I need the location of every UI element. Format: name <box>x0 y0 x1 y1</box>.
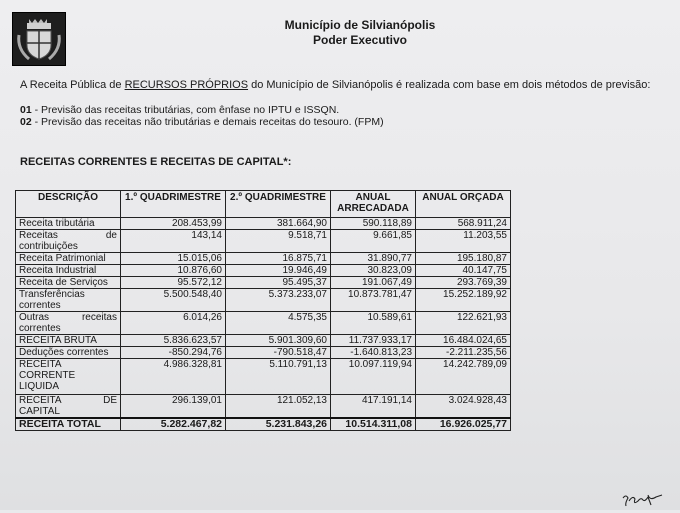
row-orcada: 293.769,39 <box>416 277 511 289</box>
row-orcada: 15.252.189,92 <box>416 289 511 312</box>
row-arrecadada: 10.873.781,47 <box>331 289 416 312</box>
row-q2: -790.518,47 <box>226 347 331 359</box>
row-q1: -850.294,76 <box>121 347 226 359</box>
row-orcada: 568.911,24 <box>416 218 511 230</box>
header-anual-arrecadada: ANUAL ARRECADADA <box>331 191 416 218</box>
total-orcada: 16.926.025,77 <box>416 418 511 431</box>
intro-before: A Receita Pública de <box>20 79 125 91</box>
table-row <box>16 312 511 335</box>
intro-after: do Município de Silvianópolis é realizada com base em dois métodos de previsão: <box>248 79 651 91</box>
row-q2: 9.518,71 <box>226 230 331 253</box>
row-q1: 296.139,01 <box>121 395 226 419</box>
document-header <box>260 18 460 48</box>
row-desc: RECEITA BRUTA <box>16 335 121 347</box>
row-orcada: 40.147,75 <box>416 265 511 277</box>
row-arrecadada: 590.118,89 <box>331 218 416 230</box>
header-q1: 1.º QUADRIMESTRE <box>121 191 226 218</box>
row-q1: 15.015,06 <box>121 253 226 265</box>
table-header-row <box>16 191 511 218</box>
row-q1: 143,14 <box>121 230 226 253</box>
row-arrecadada: 9.661,85 <box>331 230 416 253</box>
row-arrecadada: 10.589,61 <box>331 312 416 335</box>
header-descricao: DESCRIÇÃO <box>16 191 121 218</box>
row-q1: 4.986.328,81 <box>121 359 226 395</box>
table-row <box>16 230 511 253</box>
revenue-table <box>15 190 511 431</box>
row-desc: Receita Industrial <box>16 265 121 277</box>
method-item <box>20 104 384 116</box>
table-row <box>16 253 511 265</box>
row-q1: 208.453,99 <box>121 218 226 230</box>
row-arrecadada: 11.737.933,17 <box>331 335 416 347</box>
row-orcada: 16.484.024,65 <box>416 335 511 347</box>
header-q2: 2.º QUADRIMESTRE <box>226 191 331 218</box>
table-row <box>16 265 511 277</box>
executive-branch: Poder Executivo <box>312 33 408 47</box>
total-q2: 5.231.843,26 <box>226 418 331 431</box>
row-orcada: 3.024.928,43 <box>416 395 511 419</box>
row-q2: 19.946,49 <box>226 265 331 277</box>
method-number: 01 <box>20 104 32 116</box>
row-q1: 10.876,60 <box>121 265 226 277</box>
row-arrecadada: 417.191,14 <box>331 395 416 419</box>
method-text: - Previsão das receitas não tributárias e demais receitas do tesouro. (FPM) <box>31 116 384 128</box>
method-text: - Previsão das receitas tributárias, com ênfase no IPTU e ISSQN. <box>31 104 340 116</box>
section-title: RECEITAS CORRENTES E RECEITAS DE CAPITAL*: <box>20 156 292 168</box>
row-q2: 381.664,90 <box>226 218 331 230</box>
table-row <box>16 395 511 419</box>
row-q2: 121.052,13 <box>226 395 331 419</box>
row-orcada: -2.211.235,56 <box>416 347 511 359</box>
total-desc: RECEITA TOTAL <box>16 418 121 431</box>
row-arrecadada: 31.890,77 <box>331 253 416 265</box>
row-q2: 5.110.791,13 <box>226 359 331 395</box>
row-desc: RECEITA CORRENTE LIQUIDA <box>16 359 121 395</box>
row-q1: 6.014,26 <box>121 312 226 335</box>
method-number: 02 <box>20 116 32 128</box>
row-q2: 95.495,37 <box>226 277 331 289</box>
table-row <box>16 289 511 312</box>
municipality-name: Município de Silvianópolis <box>284 18 436 32</box>
intro-highlight: RECURSOS PRÓPRIOS <box>124 79 249 91</box>
row-desc: Outras receitas correntes <box>16 312 121 335</box>
row-q2: 4.575,35 <box>226 312 331 335</box>
row-q1: 5.836.623,57 <box>121 335 226 347</box>
row-desc: Receita Patrimonial <box>16 253 121 265</box>
row-arrecadada: 10.097.119,94 <box>331 359 416 395</box>
table-row <box>16 335 511 347</box>
row-arrecadada: -1.640.813,23 <box>331 347 416 359</box>
row-arrecadada: 191.067,49 <box>331 277 416 289</box>
row-q1: 95.572,12 <box>121 277 226 289</box>
row-orcada: 14.242.789,09 <box>416 359 511 395</box>
table-row <box>16 277 511 289</box>
row-q2: 5.901.309,60 <box>226 335 331 347</box>
signature-icon <box>620 492 668 508</box>
total-row <box>16 418 511 431</box>
row-orcada: 11.203,55 <box>416 230 511 253</box>
row-q2: 16.875,71 <box>226 253 331 265</box>
row-q2: 5.373.233,07 <box>226 289 331 312</box>
method-item <box>20 116 384 128</box>
coat-of-arms-icon <box>12 12 66 66</box>
total-arrecadada: 10.514.311,08 <box>331 418 416 431</box>
row-orcada: 122.621,93 <box>416 312 511 335</box>
row-desc: Receita tributária <box>16 218 121 230</box>
table-row <box>16 347 511 359</box>
row-q1: 5.500.548,40 <box>121 289 226 312</box>
row-desc: Deduções correntes <box>16 347 121 359</box>
row-orcada: 195.180,87 <box>416 253 511 265</box>
table-row <box>16 218 511 230</box>
intro-paragraph <box>20 79 650 91</box>
row-desc: Receita de Serviços <box>16 277 121 289</box>
total-q1: 5.282.467,82 <box>121 418 226 431</box>
row-arrecadada: 30.823,09 <box>331 265 416 277</box>
table-row <box>16 359 511 395</box>
row-desc: Receitas de contribuições <box>16 230 121 253</box>
row-desc: Transferências correntes <box>16 289 121 312</box>
row-desc: RECEITA DE CAPITAL <box>16 395 121 419</box>
header-anual-orcada: ANUAL ORÇADA <box>416 191 511 218</box>
methods-list <box>20 104 384 128</box>
